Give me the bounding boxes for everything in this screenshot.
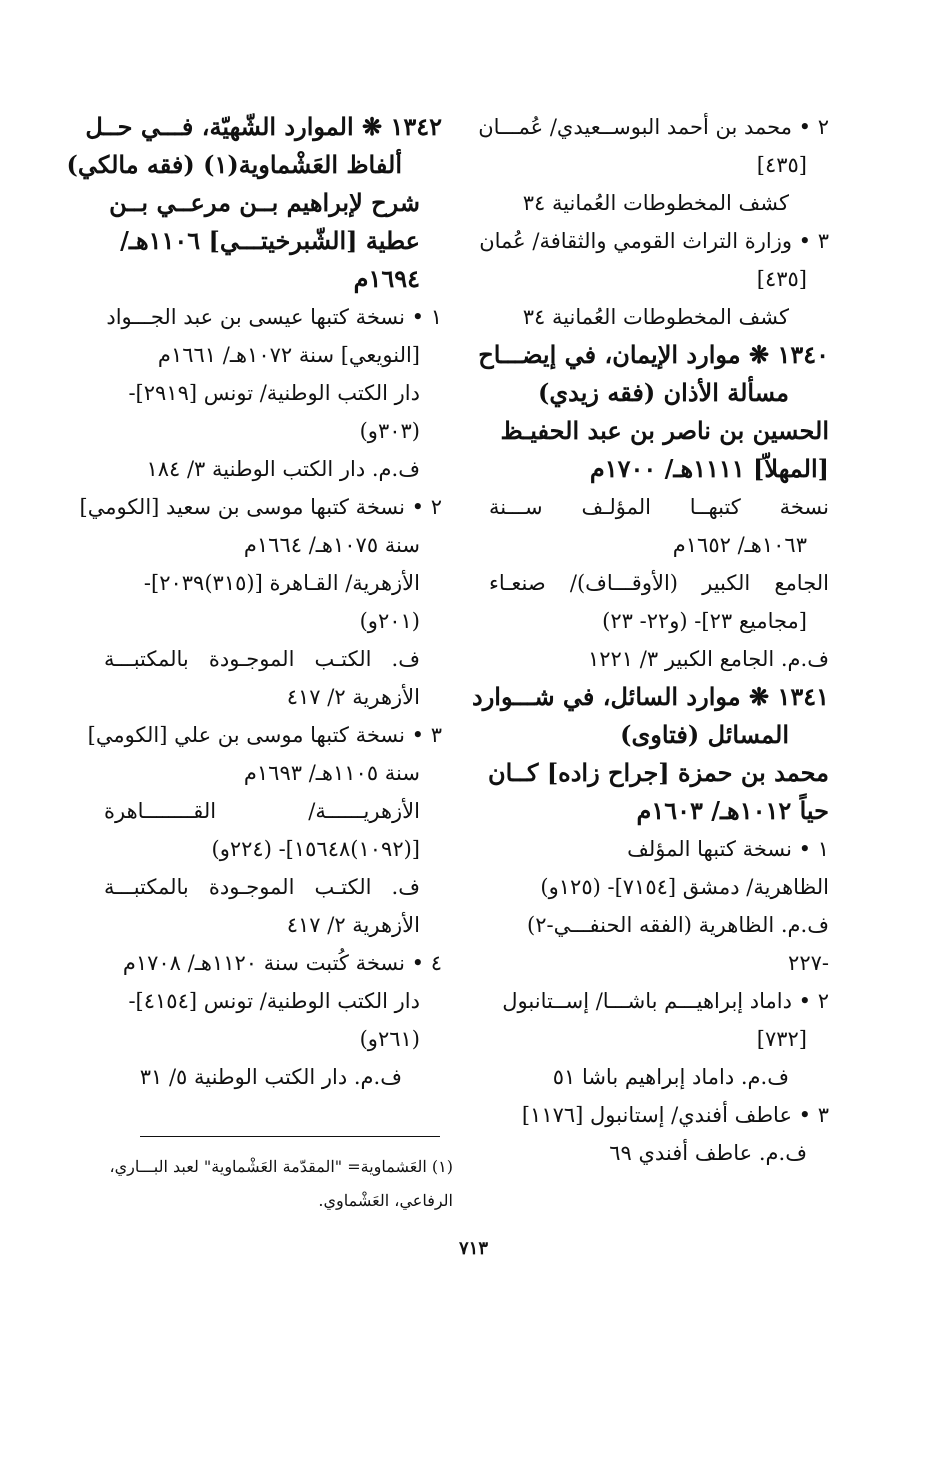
entry-line: ف. الكتـب الموجـودة بالمكتبـــة [104,875,420,899]
entry-line: الأزهرية ٢/ ٤١٧ [286,685,420,709]
entry-title: مسألة الأذان (فقه زيدي) [537,378,789,407]
footnote-line: (١) العَشماوية= "المقدّمة العَشْماوية" لعبد البـــاري، [109,1157,453,1176]
entry-author: عطية [الشّبرخيتـــي] ١١٠٦هـ/ [120,226,420,255]
entry-author: محمد بن حمزة [جراح زاده] كــان [488,758,829,787]
entry-line: ١٠٦٣هـ/ ١٦٥٢م [672,533,807,557]
manuscript-item: ٢ • داماد إبراهيـــم باشـــا/ إســتانبول [502,989,829,1013]
entry-line: ف.م. الجامع الكبير ٣/ ١٢٢١ [587,647,829,671]
entry-title: ألفاظ العَشْماوية(١) (فقه مالكي) [66,150,402,179]
entry-line: [(١٠٩٢)١٥٦٤٨]- (٢٢٤و) [211,837,420,861]
manuscript-item: ٣ • نسخة كتبها موسى بن علي [الكومي] [87,723,442,747]
entry-line: ف.م. دار الكتب الوطنية ٣/ ١٨٤ [146,457,420,481]
entry-line: الأزهرية/ القـاهرة [(٣١٥)٢٠٣٩]- [143,571,420,595]
entry-line: ف.م. دار الكتب الوطنية ٥/ ٣١ [139,1065,402,1089]
entry-line: ف.م. عاطف أفندي ٦٩ [609,1141,807,1165]
entry-title: ١٣٤١ ❋ موارد السائل، في شـــوارد [472,682,829,711]
manuscript-item: ٢ • نسخة كتبها موسى بن سعيد [الكومي] [79,495,442,519]
entry-line: دار الكتب الوطنية/ تونس [٢٩١٩]- [128,381,420,405]
entry-line: (٢٦١و) [359,1027,420,1051]
entry-title: ١٣٤٠ ❋ موارد الإيمان، في إيضـــاح [478,340,829,369]
entry-line: ف.م. داماد إبراهيم باشا ٥١ [552,1065,789,1089]
entry-line: [النويعي] سنة ١٠٧٢هـ/ ١٦٦١م [157,343,420,367]
entry-author: الحسين بن ناصر بن عبد الحفيـظ [500,416,829,445]
entry-author: ١٦٩٤م [353,264,420,293]
entry-title: ١٣٤٢ ❋ الموارد الشّهيّة، فـــي حــل [85,112,442,141]
entry-line: [٤٣٥] [756,153,807,177]
entry-author: [المهلاّ] ١١١١هـ/ ١٧٠٠م [589,454,829,483]
entry-line: [٤٣٥] [756,267,807,291]
entry-line: (٣٠٣و) [359,419,420,443]
entry-line: كشف المخطوطات العُمانية ٣٤ [522,305,789,329]
entry-author: حياً ١٠١٢هـ/ ١٦٠٣م [636,796,829,825]
entry-line: نسخة كتبهــا المؤلـف ســـنة [489,495,829,519]
manuscript-item: ٣ • وزارة التراث القومي والثقافة/ عُمان [479,229,829,253]
entry-line: (٢٠١و) [359,609,420,633]
entry-line: [مجاميع ٢٣]- (و٢٢- ٢٣) [602,609,807,633]
page-number: ٧١٣ [458,1238,488,1259]
manuscript-item: ٢ • محمد بن أحمد البوســعيدي/ عُمـــان [478,115,829,139]
entry-line: ف. الكتـب الموجـودة بالمكتبـــة [104,647,420,671]
entry-line: الجامع الكبير (الأوقـــاف)/ صنعـاء [489,571,829,595]
manuscript-item: ١ • نسخة كتبها المؤلف [627,837,829,861]
right-column [472,108,829,1172]
entry-line: -٢٢٧ [788,951,829,975]
manuscript-item: ٤ • نسخة كُتبت سنة ١١٢٠هـ/ ١٧٠٨م [122,951,442,975]
entry-line: كشف المخطوطات العُمانية ٣٤ [522,191,789,215]
left-column [66,108,442,1096]
entry-line: الظاهرية/ دمشق [٧١٥٤]- (١٢٥و) [540,875,829,899]
footnote-line: الرفاعي، العَشْماوي. [318,1191,453,1210]
entry-line: دار الكتب الوطنية/ تونس [٤١٥٤]- [128,989,420,1013]
entry-line: ف.م. الظاهرية (الفقه الحنفـــي-٢) [527,913,829,937]
entry-title: المسائل (فتاوى) [620,720,789,749]
entry-line: سنة ١٠٧٥هـ/ ١٦٦٤م [243,533,420,557]
manuscript-item: ٣ • عاطف أفندي/ إستانبول [١١٧٦] [521,1103,829,1127]
entry-line: الأزهريــــــة/ القــــــــاهرة [104,799,420,823]
entry-author: شرح لإبراهيم بــن مرعــي بــن [109,188,420,217]
footnote-rule [140,1136,440,1137]
entry-line: الأزهرية ٢/ ٤١٧ [286,913,420,937]
entry-line: سنة ١١٠٥هـ/ ١٦٩٣م [243,761,420,785]
footnote [108,1150,453,1218]
entry-line: [٧٣٢] [756,1027,807,1051]
manuscript-item: ١ • نسخة كتبها عيسى بن عبد الجـــواد [106,305,442,329]
